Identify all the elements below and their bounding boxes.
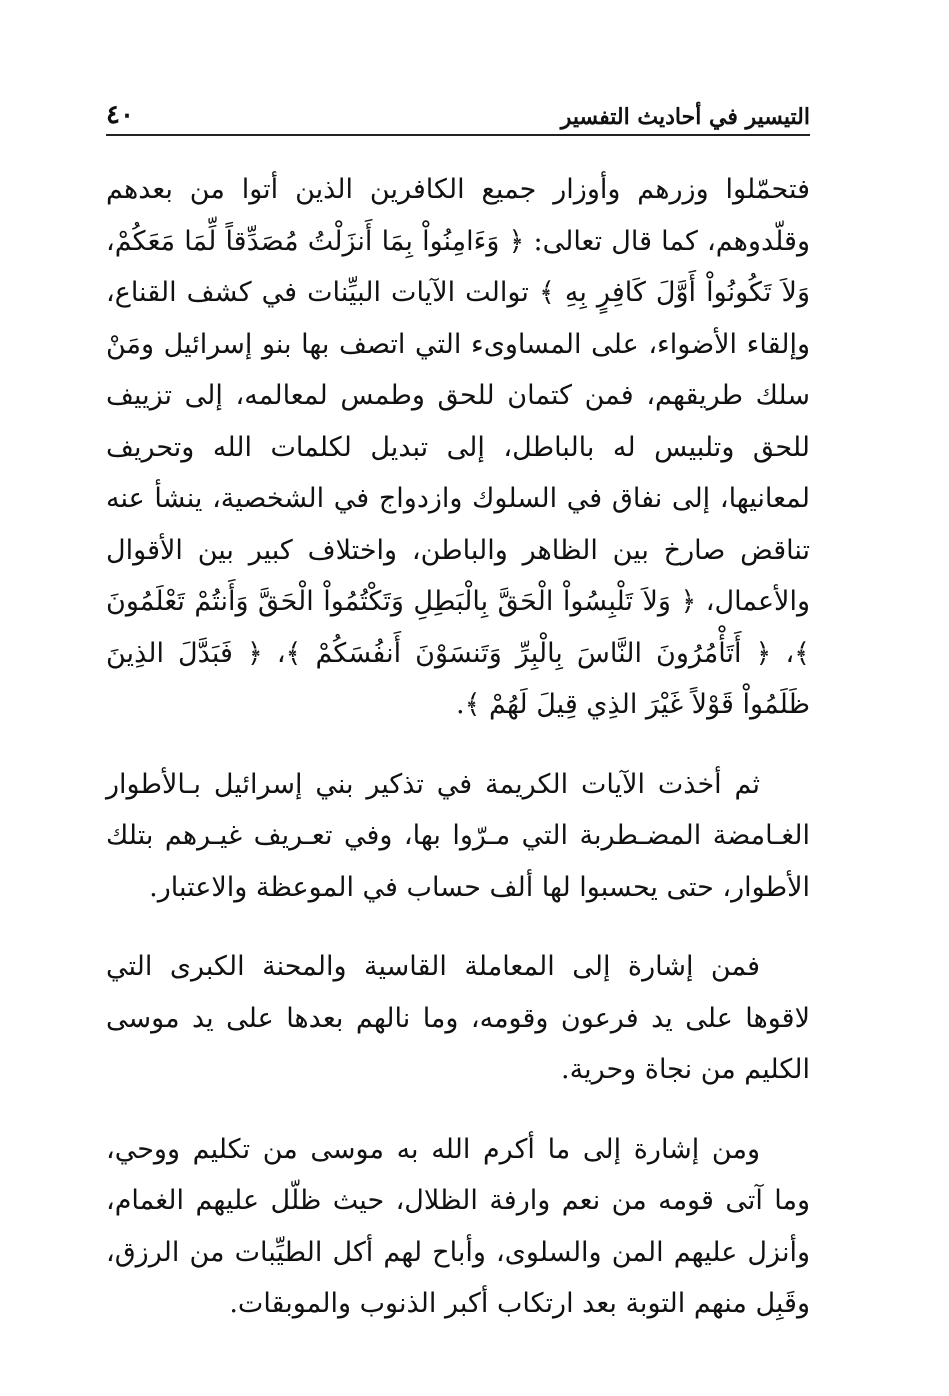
page-header	[106, 100, 810, 136]
body-text	[106, 164, 810, 1358]
paragraph-4: ومن إشارة إلى ما أكرم الله به موسى من تكليم ووحي، وما آتى قومه من نعم وارفة الظلال، حيث ظلّل عليهم الغمام، وأنزل عليهم المن والسلوى، وأباح لهم أكل الطيِّبات من الرزق، وقَبِل منهم التوبة بعد ارتكاب أكبر الذنوب والموبقات.	[106, 1133, 810, 1319]
paragraph-1: فتحمّلوا وزرهم وأوزار جميع الكافرين الذين أتوا من بعدهم وقلّدوهم، كما قال تعالى: ﴿ وَءَامِنُواْ بِمَا أَنزَلْتُ مُصَدِّقاً لِّمَا مَعَكُمْ، وَلاَ تَكُونُواْ أَوَّلَ كَافِرٍ بِهِ ﴾ توالت الآيات البيِّنات في كشف القناع، وإلقاء الأضواء، على المساوىء التي اتصف بها بنو إسرائيل ومَنْ سلك طريقهم، فمن كتمان للحق وطمس لمعالمه، إلى تزييف للحق وتلبيس له بالباطل، إلى تبديل لكلمات الله وتحريف لمعانيها، إلى نفاق في السلوك وازدواج في الشخصية، ينشأ عنه تناقض صارخ بين الظاهر والباطن، واختلاف كبير بين الأقوال والأعمال، ﴿ وَلاَ تَلْبِسُواْ الْحَقَّ بِالْبَطِلِ وَتَكْتُمُواْ الْحَقَّ وَأَنتُمْ تَعْلَمُونَ ﴾، ﴿ أَتَأْمُرُونَ النَّاسَ بِالْبِرِّ وَتَنسَوْنَ أَنفُسَكُمْ ﴾، ﴿ فَبَدَّلَ الذِينَ ظَلَمُواْ قَوْلاً غَيْرَ الذِي قِيلَ لَهُمْ ﴾.	[106, 174, 810, 720]
paragraph-3: فمن إشارة إلى المعاملة القاسية والمحنة الكبرى التي لاقوها على يد فرعون وقومه، وما نالهم بعدها على يد موسى الكليم من نجاة وحرية.	[106, 951, 810, 1085]
running-title: التيسير في أحاديث التفسير	[560, 104, 810, 130]
paragraph-2: ثم أخذت الآيات الكريمة في تذكير بني إسرائيل بـالأطوار الغـامضة المضـطربة التي مـرّوا بها، وفي تعـريف غيـرهم بتلك الأطوار، حتى يحسبوا لها ألف حساب في الموعظة والاعتبار.	[106, 768, 810, 903]
page-number: ٤٠	[106, 100, 134, 130]
